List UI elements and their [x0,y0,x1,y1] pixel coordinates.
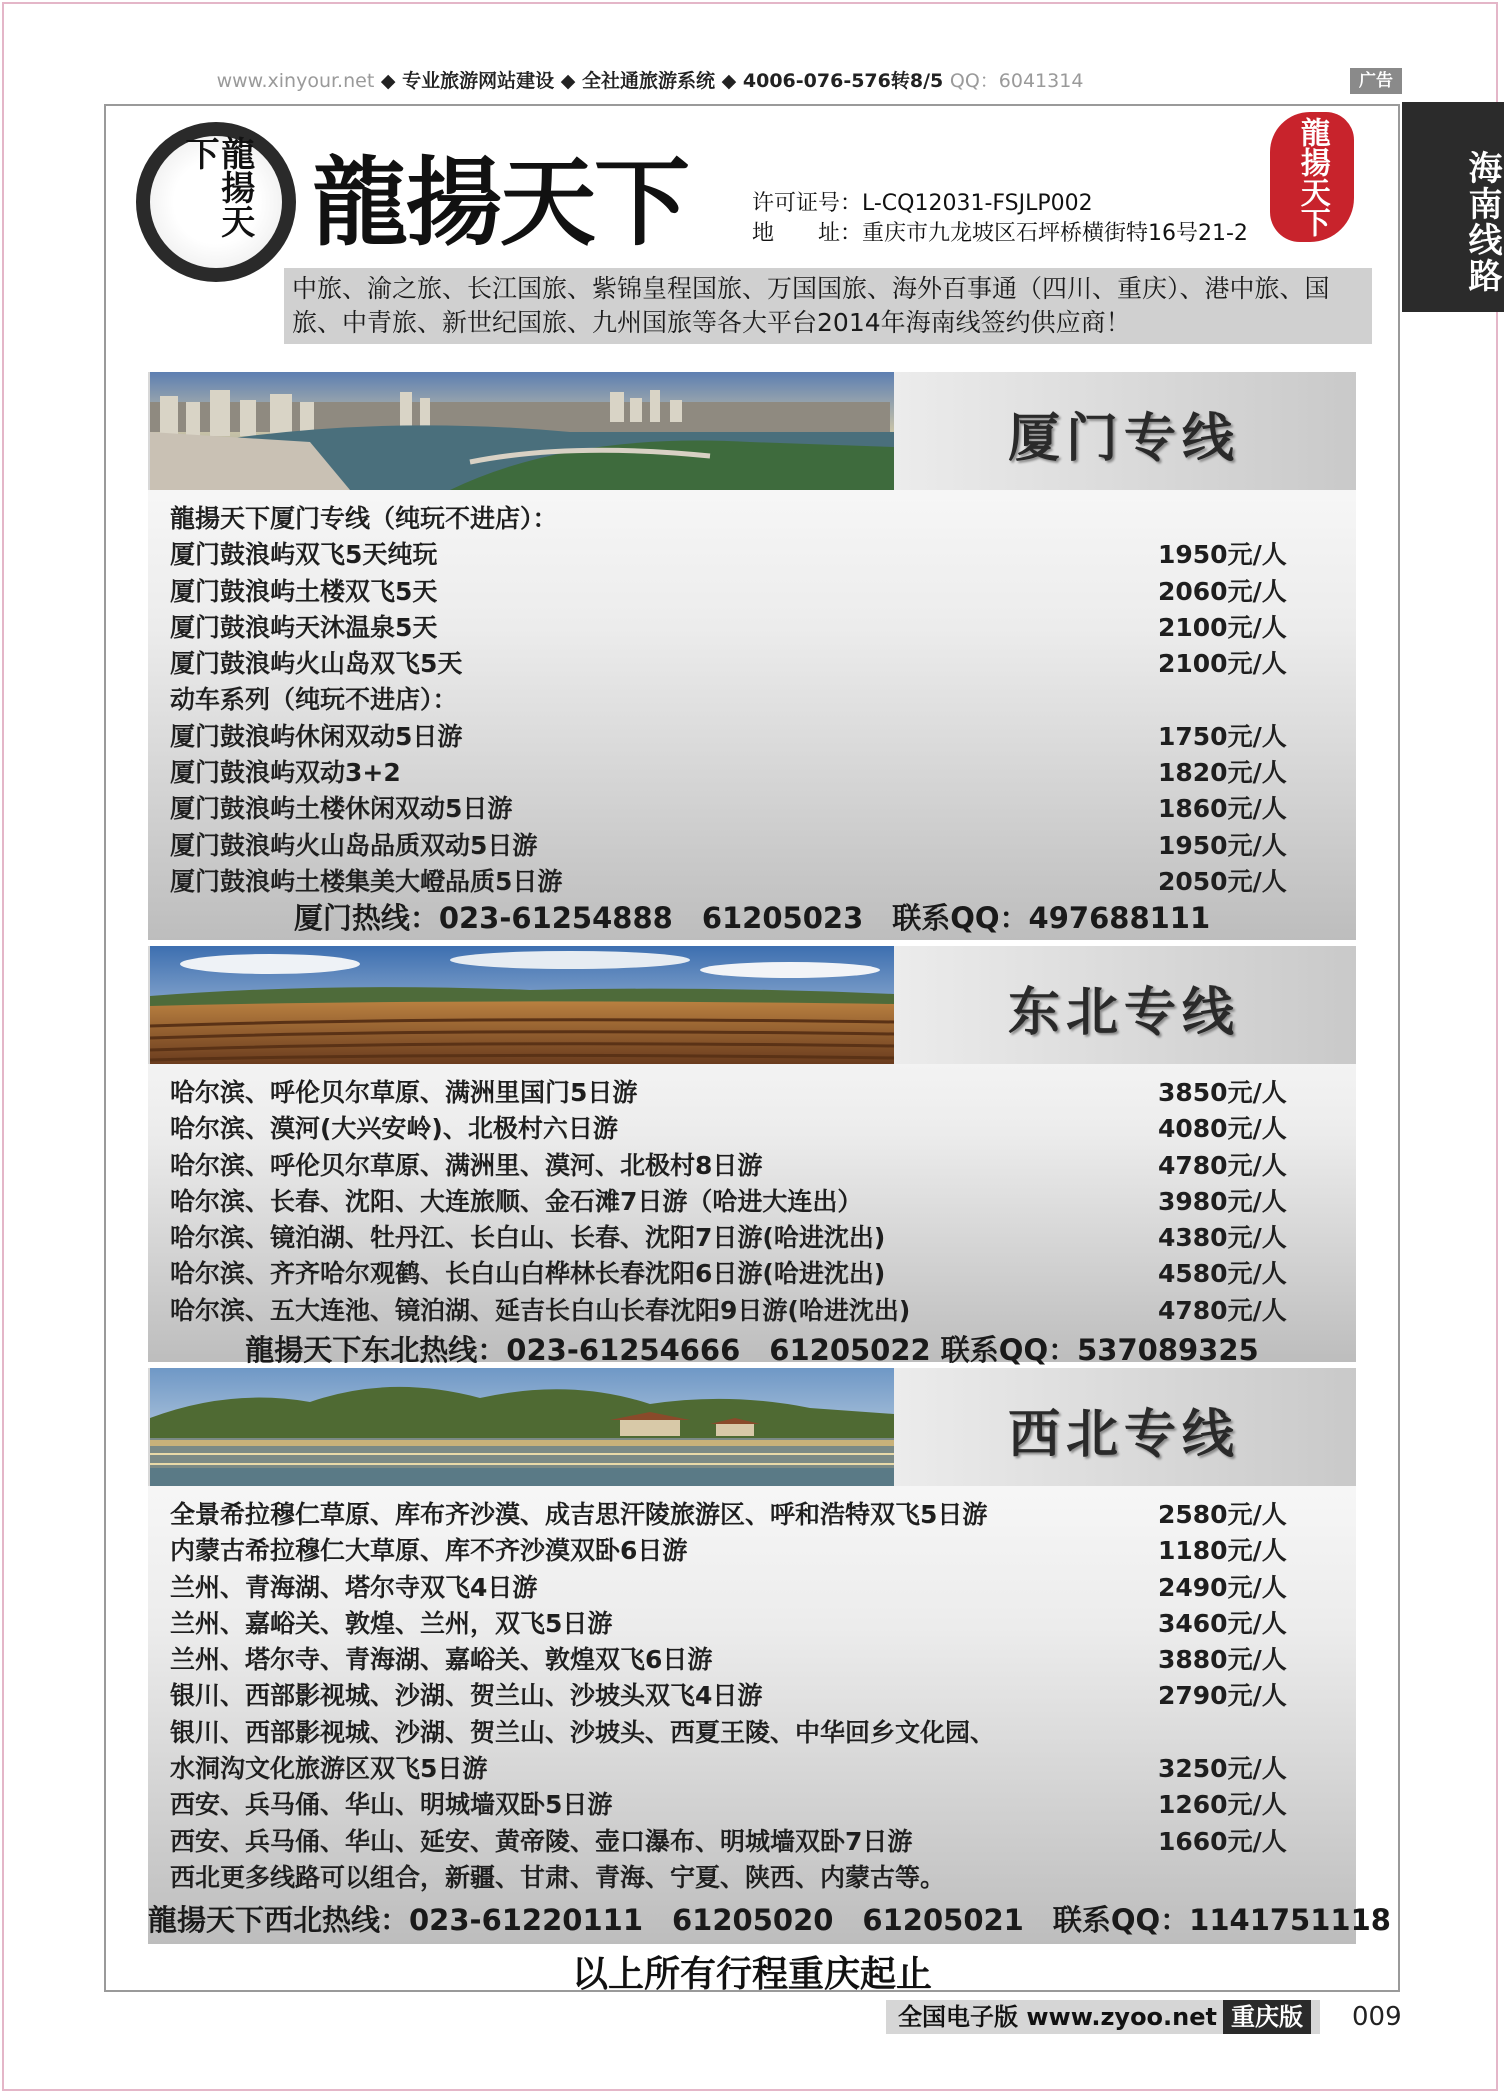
route-price: 1820元/人 [1158,758,1287,788]
route-name: 龍揚天下厦门专线（纯玩不进店）： [170,504,558,533]
header-qq: QQ：6041314 [949,70,1084,92]
route-item [170,714,1330,750]
header-phone: 4006-076-576转8/5 [742,70,944,92]
route-item [170,1819,1330,1855]
red-seal-icon [1270,112,1354,242]
logo-text: 龍揚天下 [179,136,255,238]
route-price: 1950元/人 [1158,830,1287,860]
route-price: 3850元/人 [1158,1078,1287,1107]
xiamen-city-photo [150,372,894,490]
route-price: 4080元/人 [1158,1114,1287,1144]
route-name: 厦门鼓浪屿火山岛双飞5天 [170,649,463,679]
route-item [170,1601,1330,1637]
route-price: 3980元/人 [1158,1186,1287,1216]
route-item [170,823,1330,859]
route-name: 厦门鼓浪屿天沐温泉5天 [170,612,438,642]
route-price: 1860元/人 [1158,794,1287,824]
route-name: 内蒙古希拉穆仁大草原、库不齐沙漠双卧6日游 [170,1536,688,1566]
section-northeast [148,946,1356,1367]
grassland-illustration [150,946,894,1064]
bullet-icon: ◆ [721,70,743,92]
side-tab-label: 海南线路 [1462,150,1502,294]
route-name: 哈尔滨、五大连池、镜泊湖、延吉长白山长春沈阳9日游(哈进沈出) [170,1295,911,1325]
route-price: 3250元/人 [1158,1754,1287,1784]
route-price: 1660元/人 [1158,1826,1287,1856]
route-name: 西北更多线路可以组合，新疆、甘肃、青海、宁夏、陕西、内蒙古等。 [170,1862,946,1892]
route-price: 4780元/人 [1158,1150,1287,1180]
route-price: 2060元/人 [1158,576,1287,606]
route-name: 哈尔滨、漠河(大兴安岭)、北极村六日游 [170,1114,618,1144]
route-price: 1180元/人 [1158,1536,1287,1566]
route-item [170,1070,1330,1106]
route-item [170,1710,1330,1746]
page-number: 009 [1352,2002,1402,2032]
brand-name: 龍揚天下 [312,146,688,259]
lake-pavilion-photo [150,1368,894,1486]
route-item [170,1106,1330,1142]
side-tab [1402,102,1504,312]
footer-site-text: 全国电子版 www.zyoo.net [898,2003,1217,2031]
route-item [170,1492,1330,1528]
header-site: www.xinyour.net [216,70,375,92]
route-price: 2790元/人 [1158,1681,1287,1711]
route-item [170,532,1330,568]
route-item [170,1746,1330,1782]
route-item [170,496,1330,532]
route-item [170,1215,1330,1251]
hotline-northeast: 龍揚天下东北热线：023-61254666 61205022 联系QQ：537089325 [245,1333,1259,1367]
section-xiamen [148,372,1356,940]
route-name: 兰州、青海湖、塔尔寺双飞4日游 [170,1572,538,1602]
route-item [170,750,1330,786]
route-name: 水洞沟文化旅游区双飞5日游 [170,1754,488,1784]
route-name: 厦门鼓浪屿双动3+2 [170,758,401,788]
route-name: 哈尔滨、呼伦贝尔草原、满洲里国门5日游 [170,1078,638,1107]
route-item [170,859,1330,895]
route-name: 动车系列（纯玩不进店）： [170,685,458,715]
route-name: 厦门鼓浪屿土楼休闲双动5日游 [170,794,513,824]
hotline-northwest: 龍揚天下西北热线：023-61220111 61205020 61205021 联系QQ：1141751118 [148,1903,1391,1937]
route-price: 1750元/人 [1158,721,1287,751]
section-title-northeast: 东北专线 [1008,983,1241,1043]
edition-badge: 重庆版 [1223,2000,1311,2034]
route-item [170,1179,1330,1215]
grassland-photo [150,946,894,1064]
bullet-icon: ◆ [380,70,403,92]
section-northwest [148,1368,1391,1944]
route-item [170,569,1330,605]
route-list-xiamen [170,496,1330,895]
route-name: 厦门鼓浪屿土楼双飞5天 [170,576,438,606]
route-list-northwest [170,1492,1330,1891]
bullet-icon: ◆ [560,70,583,92]
seal-text: 龍揚天下 [1294,117,1330,237]
route-name: 全景希拉穆仁草原、库布齐沙漠、成吉思汗陵旅游区、呼和浩特双飞5日游 [170,1500,988,1529]
route-item [170,1251,1330,1287]
route-name: 银川、西部影视城、沙湖、贺兰山、沙坡头、西夏王陵、中华回乡文化园、 [170,1717,996,1747]
route-item [170,1528,1330,1564]
route-item [170,1855,1330,1891]
route-price: 4580元/人 [1158,1259,1287,1289]
route-price: 2100元/人 [1158,649,1287,679]
route-name: 哈尔滨、呼伦贝尔草原、满洲里、漠河、北极村8日游 [170,1150,763,1180]
intro-text: 中旅、渝之旅、长江国旅、紫锦皇程国旅、万国国旅、海外百事通（四川、重庆）、港中旅、国旅、中青旅、新世纪国旅、九州国旅等各大平台2014年海南线签约供应商！ [284,268,1372,344]
route-price: 2490元/人 [1158,1572,1287,1602]
footer-note: 以上所有行程重庆起止 [571,1954,932,1995]
hotline-xiamen: 厦门热线：023-61254888 61205023 联系QQ：497688111 [293,901,1211,935]
route-item [170,1565,1330,1601]
route-item [170,1673,1330,1709]
section-title-northwest: 西北专线 [1008,1405,1241,1465]
xiamen-city-illustration [150,372,894,490]
route-name: 哈尔滨、齐齐哈尔观鹤、长白山白桦林长春沈阳6日游(哈进沈出) [170,1259,886,1289]
route-price: 2050元/人 [1158,866,1287,896]
company-address: 地 址：重庆市九龙坡区石坪桥横街特16号21-2 [752,221,1248,246]
route-price: 1260元/人 [1158,1790,1287,1820]
route-list-northeast [170,1070,1330,1324]
route-item [170,1637,1330,1673]
header-line [100,66,1200,96]
banner-northeast [148,946,1356,1064]
ad-tag: 广告 [1350,68,1402,94]
dragon-logo-icon [136,122,296,282]
route-name: 兰州、塔尔寺、青海湖、嘉峪关、敦煌双飞6日游 [170,1645,713,1675]
route-name: 西安、兵马俑、华山、明城墙双卧5日游 [170,1790,613,1820]
route-item [170,641,1330,677]
route-name: 西安、兵马俑、华山、延安、黄帝陵、壶口瀑布、明城墙双卧7日游 [170,1826,913,1856]
header-service2: 全社通旅游系统 [582,70,716,92]
route-item [170,1782,1330,1818]
route-price: 4380元/人 [1158,1223,1287,1253]
banner-northwest [148,1368,1356,1486]
route-name: 哈尔滨、长春、沈阳、大连旅顺、金石滩7日游（哈进大连出） [170,1186,863,1216]
route-name: 厦门鼓浪屿火山岛品质双动5日游 [170,830,538,860]
banner-xiamen [148,372,1356,490]
route-name: 兰州、嘉峪关、敦煌、兰州，双飞5日游 [170,1608,613,1638]
route-price: 2100元/人 [1158,612,1287,642]
footer-site [886,2000,1320,2034]
section-title-xiamen: 厦门专线 [1008,409,1241,469]
route-name: 厦门鼓浪屿双飞5天纯玩 [170,540,438,570]
route-price: 3880元/人 [1158,1645,1287,1675]
route-item [170,1143,1330,1179]
route-name: 厦门鼓浪屿土楼集美大嶝品质5日游 [170,866,563,896]
route-price: 4780元/人 [1158,1295,1287,1325]
route-price: 3460元/人 [1158,1608,1287,1638]
route-name: 银川、西部影视城、沙湖、贺兰山、沙坡头双飞4日游 [170,1681,763,1711]
route-item [170,1288,1330,1324]
route-item [170,786,1330,822]
route-item [170,605,1330,641]
header-service1: 专业旅游网站建设 [402,70,555,92]
lake-pavilion-illustration [150,1368,894,1486]
route-price: 2580元/人 [1158,1500,1287,1529]
route-item [170,677,1330,713]
license-number: 许可证号：L-CQ12031-FSJLP002 [752,191,1093,216]
route-name: 哈尔滨、镜泊湖、牡丹江、长白山、长春、沈阳7日游(哈进沈出) [170,1223,886,1253]
route-price: 1950元/人 [1158,540,1287,570]
route-name: 厦门鼓浪屿休闲双动5日游 [170,721,463,751]
